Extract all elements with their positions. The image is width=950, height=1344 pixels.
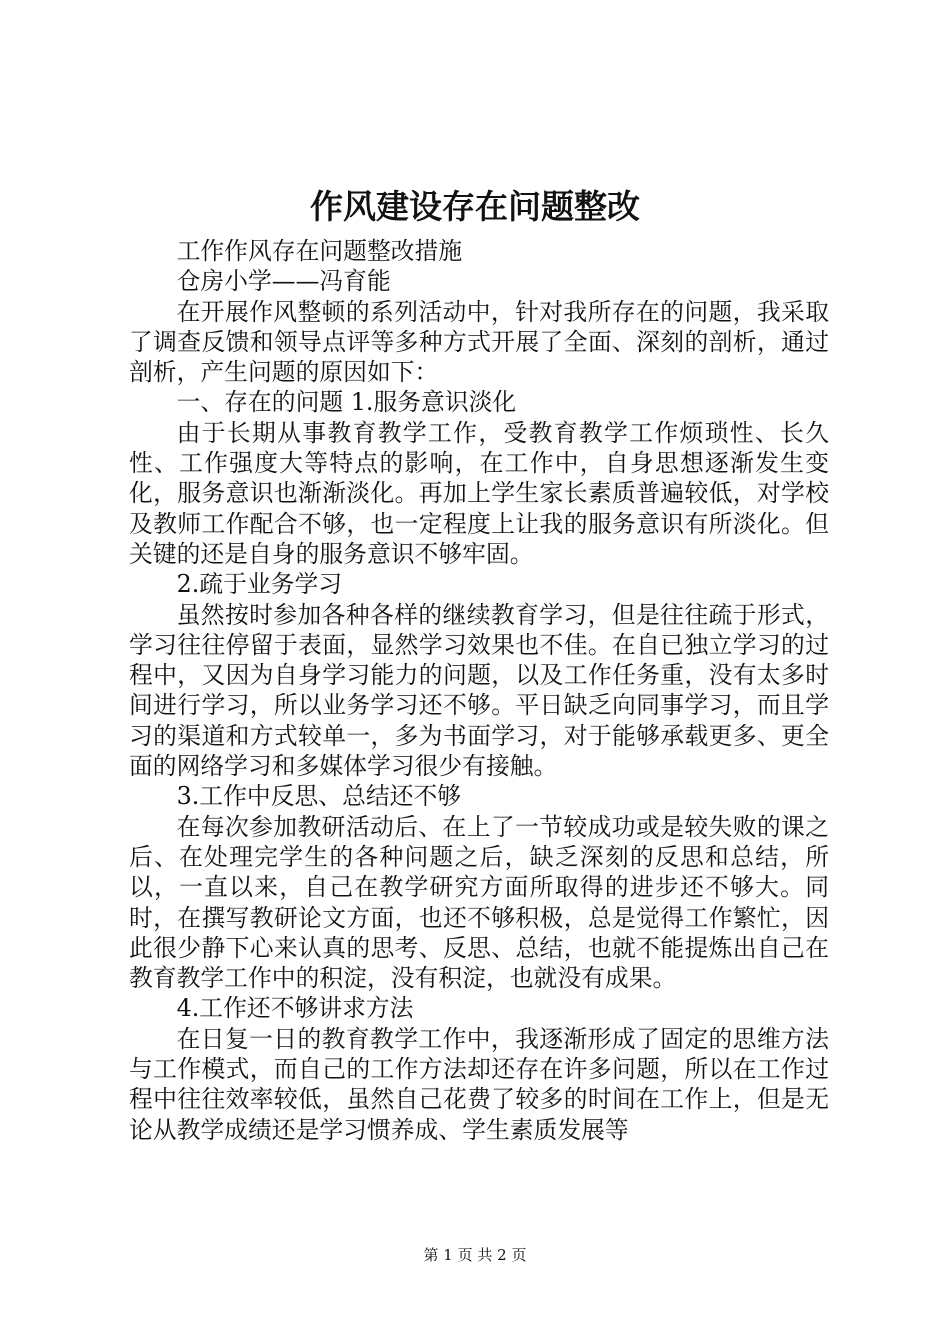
paragraph: 虽然按时参加各种各样的继续教育学习，但是往往疏于形式，学习往往停留于表面，显然学习效果也不佳。在自已独立学习的过程中，又因为自身学习能力的问题，以及工作任务重，没有太多时间进行学习，所以业务学习还不够。平日缺乏向同事学习，而且学习的渠道和方式较单一，多为书面学习，对于能够承载更多、更全面的网络学习和多媒体学习很少有接触。 [129, 600, 829, 781]
paragraph: 在每次参加教研活动后、在上了一节较成功或是较失败的课之后、在处理完学生的各种问题之后，缺乏深刻的反思和总结，所以，一直以来，自己在教学研究方面所取得的进步还不够大。同时，在撰写教研论文方面，也还不够积极，总是觉得工作繁忙，因此很少静下心来认真的思考、反思、总结，也就不能提炼出自己在教育教学工作中的积淀，没有积淀，也就没有成果。 [129, 812, 829, 993]
paragraph: 在开展作风整顿的系列活动中，针对我所存在的问题，我采取了调查反馈和领导点评等多种方式开展了全面、深刻的剖析，通过剖析，产生问题的原因如下： [129, 297, 829, 387]
section-heading: 2.疏于业务学习 [176, 570, 343, 599]
section-heading: 一、存在的问题 1.服务意识淡化 [176, 388, 517, 417]
document-body [129, 236, 829, 1145]
document-title: 作风建设存在问题整改 [310, 187, 640, 226]
page-number: 第 1 页 共 2 页 [423, 1246, 527, 1264]
paragraph: 由于长期从事教育教学工作，受教育教学工作烦琐性、长久性、工作强度大等特点的影响，在工作中，自身思想逐渐发生变化，服务意识也渐渐淡化。再加上学生家长素质普遍较低，对学校及教师工作配合不够，也一定程度上让我的服务意识有所淡化。但关键的还是自身的服务意识不够牢固。 [129, 418, 829, 568]
page-footer [0, 1244, 950, 1266]
paragraph-heading: 工作作风存在问题整改措施 [176, 237, 463, 265]
section-heading: 3.工作中反思、总结还不够 [176, 782, 462, 811]
paragraph: 在日复一日的教育教学工作中，我逐渐形成了固定的思维方法与工作模式，而自己的工作方法却还存在许多问题，所以在工作过程中往往效率较低，虽然自己花费了较多的时间在工作上，但是无论从教学成绩还是学习惯养成、学生素质发展等 [129, 1024, 829, 1144]
section-heading: 4.工作还不够讲求方法 [176, 994, 414, 1023]
paragraph-author: 仓房小学——冯育能 [176, 267, 391, 296]
